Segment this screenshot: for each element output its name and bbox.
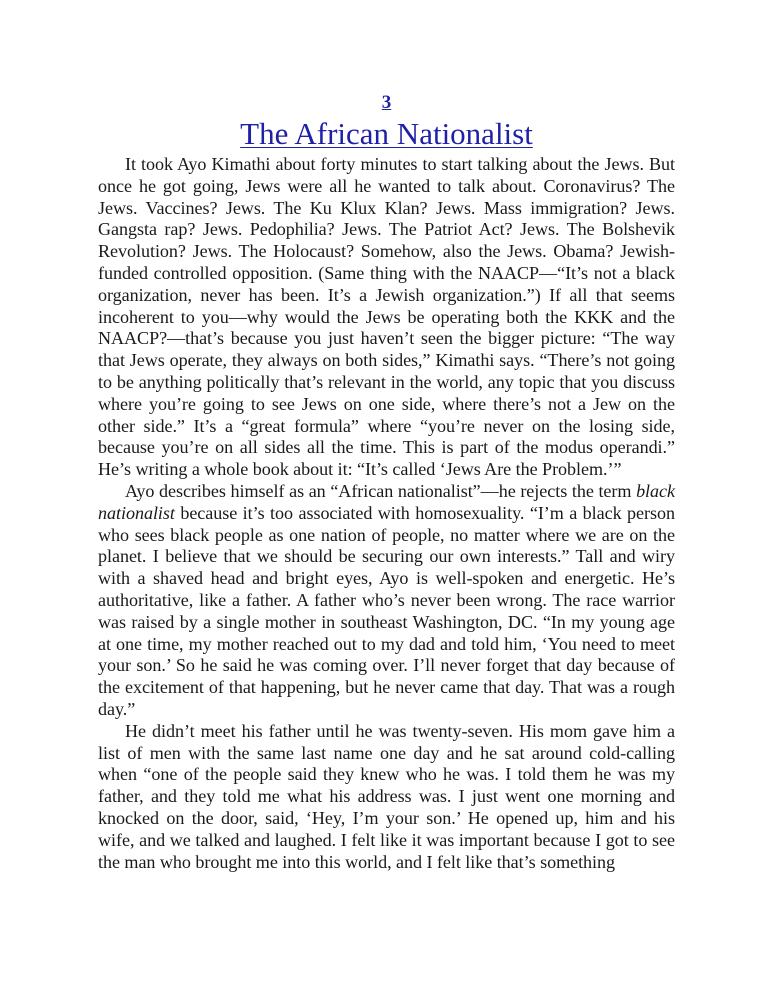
chapter-title-link[interactable]: The African Nationalist [240, 116, 533, 151]
paragraph-1: It took Ayo Kimathi about forty minutes to start talking about the Jews. But once he got going, Jews were all he wanted to talk about. Coronavirus? The Jews. Vaccines? Jews. The Ku Klux Klan? Jews. Mass immigration? Jews. Gangsta rap? Jews. Pedophilia? Jews. The Patriot Act? Jews. The Bolshevik Revolution? Jews. The Holocaust? Somehow, also the Jews. Obama? Jewish-funded controlled opposition. (Same thing with the NAACP—“It’s not a black organization, never has been. It’s a Jewish organization.”) If all that seems incoherent to you—why would the Jews be operating both the KKK and the NAACP?—that’s because you just haven’t seen the bigger picture: “The way that Jews operate, they always on both sides,” Kimathi says. “There’s not going to be anything politically that’s relevant in the world, any topic that you discuss where you’re going to see Jews on one side, where there’s not a Jew on the other side.” It’s a “great formula” where “you’re never on the losing side, because you’re on all sides all the time. This is part of the modus operandi.” He’s writing a whole book about it: “It’s called ‘Jews Are the Problem.’” [98, 154, 675, 480]
paragraph-2-emphasis: black nationalist [98, 480, 675, 523]
book-page [98, 92, 675, 873]
paragraph-3: He didn’t meet his father until he was twenty-seven. His mom gave him a list of men with the same last name one day and he sat around cold-calling when “one of the people said they knew who he was. I told them he was my father, and they told me what his address was. I just went one morning and knocked on the door, said, ‘Hey, I’m your son.’ He opened up, him and his wife, and we talked and laughed. I felt like it was important because I got to see the man who brought me into this world, and I felt like that’s something [98, 720, 675, 872]
paragraph-2-before: Ayo describes himself as an “African nationalist”—he rejects the term [125, 480, 637, 501]
chapter-number-link[interactable]: 3 [381, 92, 392, 113]
paragraph-2 [98, 481, 675, 721]
paragraph-2-after: because it’s too associated with homosexuality. “I’m a black person who sees black people as one nation of people, no matter where we are on the planet. I believe that we should be securing our own interests.” Tall and wiry with a shaved head and bright eyes, Ayo is well-spoken and energetic. He’s authoritative, like a father. A father who’s never been wrong. The race warrior was raised by a single mother in southeast Washington, DC. “In my young age at one time, my mother reached out to my dad and told him, ‘You need to meet your son.’ So he said he was coming over. I’ll never forget that day because of the excitement of that happening, but he never came that day. That was a rough day.” [98, 502, 675, 719]
